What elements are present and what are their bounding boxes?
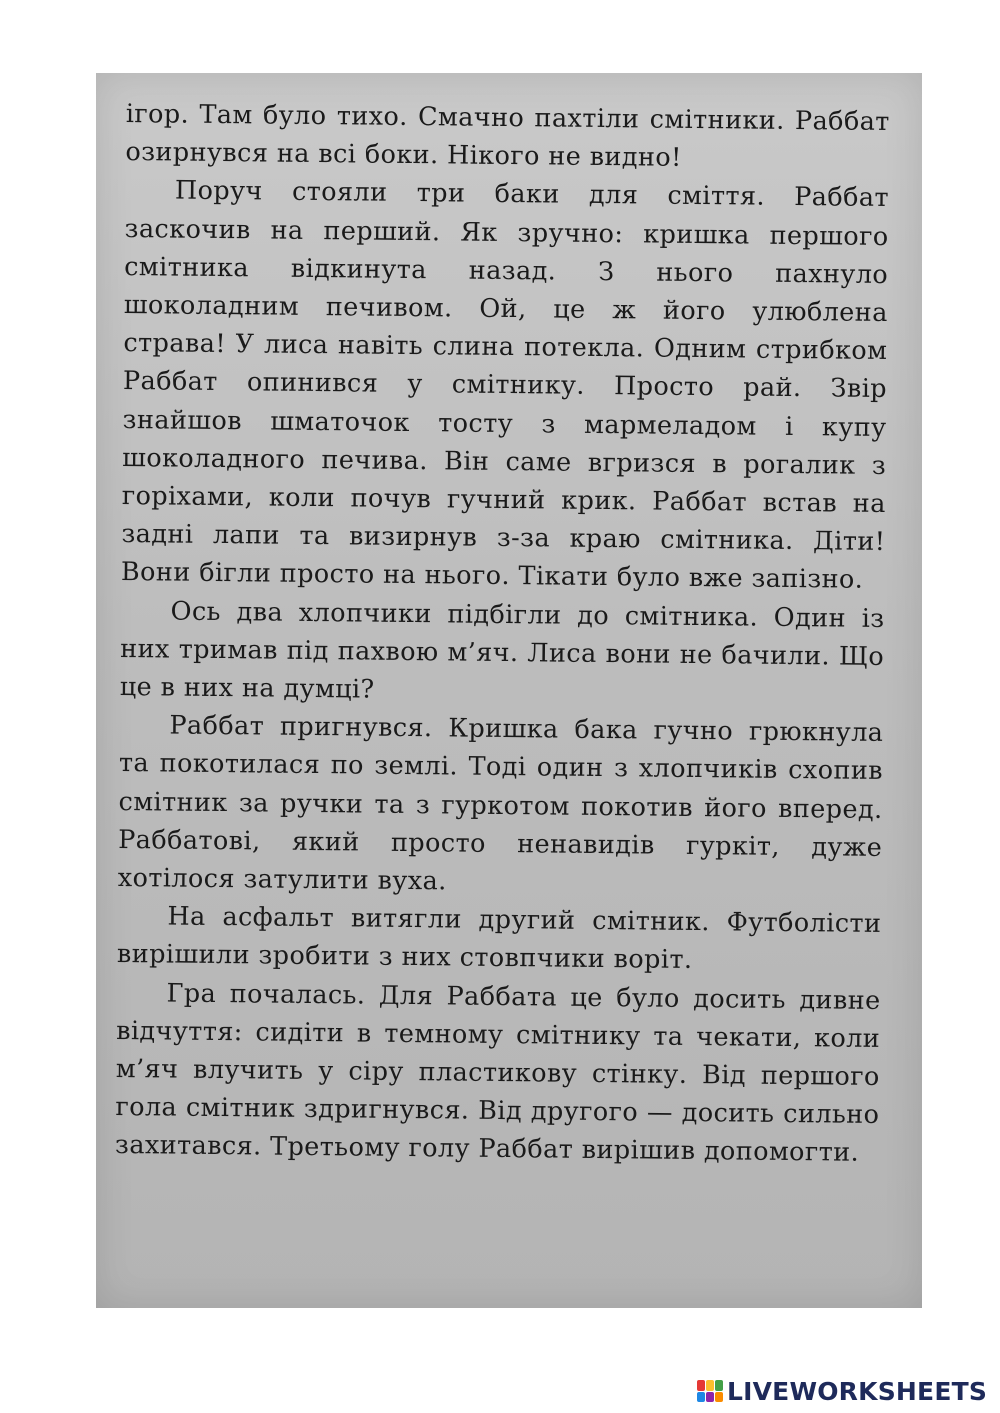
book-page-photo [96, 73, 922, 1308]
paragraph-6: Гра почалась. Для Раббата це було досить дивне відчуття: сидіти в темному смітнику та чекати, коли м’яч влучить у сіру пластикову стінку. Від першого гола смітник здригнувся. Від другого — досить сильно захитався. Третьому голу Раббат вирішив допомогти. [114, 978, 881, 1169]
paragraph-1: ігор. Там було тихо. Смачно пахтіли смітники. Раббат озирнувся на всі боки. Нікого не видно! [125, 98, 890, 174]
logo-icon [697, 1380, 723, 1402]
paragraph-5: На асфальт витягли другий смітник. Футболісти вирішили зробити з них стовпчики воріт. [116, 901, 882, 976]
paragraph-2: Поруч стояли три баки для сміття. Раббат заскочив на перший. Як зручно: кришка першого смітника відкинута назад. З нього пахнуло шоколадним печивом. Ой, це ж його улюблена страва! У лиса навіть слина потекла. Одним стрибком Раббат опинився у смітнику. Просто рай. Звір знайшов шматочок тосту з мармеладом і купу шоколадного печива. Він саме вгризся в рогалик з горіхами, коли почув гучний крик. Раббат встав на задні лапи та визирнув з-за краю смітника. Діти! Вони бігли просто на нього. Тікати було вже запізно. [120, 175, 890, 596]
liveworksheets-logo[interactable] [697, 1376, 987, 1406]
paragraph-4: Раббат пригнувся. Кришка бака гучно грюкнула та покотилася по землі. Тоді один з хлопчиків схопив смітник за ручки та з гуркотом покотив його вперед. Раббатові, який просто ненавидів гуркіт, дуже хотілося затулити вуха. [117, 710, 884, 897]
paragraph-3: Ось два хлопчики підбігли до смітника. Один із них тримав під пахвою м’яч. Лиса вони не бачили. Що це в них на думці? [119, 596, 885, 705]
logo-text: LIVEWORKSHEETS [727, 1376, 988, 1406]
book-text [115, 95, 890, 1173]
